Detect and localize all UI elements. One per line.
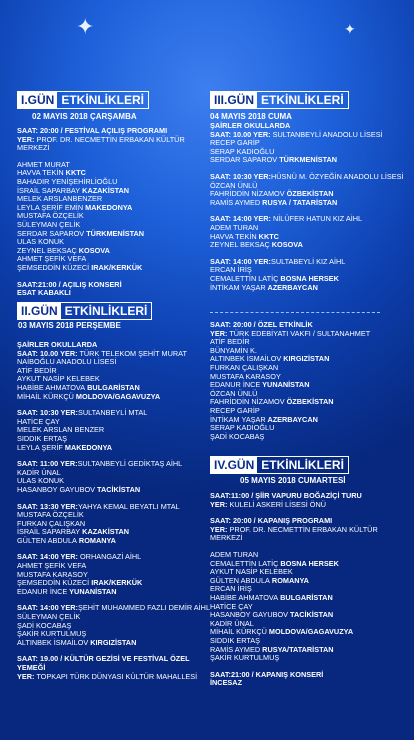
line-text: BÜNYAMİN K. xyxy=(210,345,257,355)
line-text: MERKEZİ xyxy=(17,143,50,153)
line-text: SIDDIK ERTAŞ xyxy=(17,433,68,443)
line-text: ATİF BEDİR xyxy=(17,365,57,375)
line-text: İNCESAZ xyxy=(210,678,243,688)
line-text: TOPKAPI TÜRK DÜNYASI KÜLTÜR MAHALLESİ xyxy=(34,671,198,681)
country-tag: BULGARİSTAN xyxy=(278,592,333,602)
line-text: AHMET ŞEFİK VEFA xyxy=(17,561,87,571)
country-tag: MOLDOVA/GAGAVUZYA xyxy=(73,391,161,401)
line-text: SAAT: 20:00 / ÖZEL ETKİNLİK xyxy=(210,320,313,329)
line-text: ÖZCAN ÜNLÜ xyxy=(210,180,258,190)
line-text: FAHRİDDİN NİZAMOV xyxy=(210,397,285,407)
country-tag: RUSYA/TATARİSTAN xyxy=(260,644,334,654)
country-tag: YUNANİSTAN xyxy=(67,586,117,596)
line-text: RECEP GARİP xyxy=(210,138,260,148)
line-text: LEYLA ŞERİF xyxy=(17,442,63,452)
line-label: SAAT: 11:00 YER: xyxy=(17,459,78,469)
line-label: YER: xyxy=(17,134,35,144)
line-text: HAVVA TEKİN xyxy=(210,231,257,241)
line-text: SERDAR SAPAROV xyxy=(17,228,85,238)
line-label: YER: xyxy=(210,499,228,509)
country-tag: MAKEDONYA xyxy=(83,202,133,212)
day2-header xyxy=(17,302,152,320)
country-tag: ROMANYA xyxy=(76,535,116,545)
line-text: ALTINBEK İSMAİLOV xyxy=(210,354,282,364)
line-text: ŞAİRLER OKULLARDA xyxy=(210,121,291,130)
country-tag: AZERBAYCAN xyxy=(265,282,318,292)
line-text: TÜRK EDEBİYATI VAKFI / SULTANAHMET xyxy=(227,328,371,338)
line-label: SAAT: 10.00 YER: xyxy=(17,348,78,358)
line-text: SIDDIK ERTAŞ xyxy=(210,635,261,645)
line-text: GÜLTEN ABDULA xyxy=(17,535,77,545)
line-text: SÜLEYMAN ÇELİK xyxy=(17,612,81,622)
day2-date: 03 MAYIS 2018 PERŞEMBE xyxy=(18,321,121,330)
line-text: ADEM TURAN xyxy=(210,222,259,232)
line-text: ADEM TURAN xyxy=(210,549,259,559)
star-icon: ✦ xyxy=(344,21,356,37)
day2-title-label: ETKİNLİKLERİ xyxy=(64,304,148,318)
country-tag: TACİKİSTAN xyxy=(288,610,334,620)
line-text: AHMET ŞEFİK VEFA xyxy=(17,254,87,264)
line-text: SAAT: 19.00 / KÜLTÜR GEZİSİ VE FESTİVAL ÖZEL xyxy=(17,654,190,664)
line-text: HATİCE ÇAY xyxy=(17,416,60,426)
line-label: SAAT: 14:00 YER: xyxy=(210,256,271,266)
line-text: PROF. DR. NECMETTİN ERBAKAN KÜLTÜR xyxy=(227,524,378,534)
country-tag: MAKEDONYA xyxy=(62,442,113,452)
line-text: İSRAİL SAPARBAY xyxy=(17,185,81,195)
country-tag: TÜRKMENİSTAN xyxy=(277,155,338,165)
line-text: ŞEMSEDDİN KÜZECİ xyxy=(17,578,90,588)
day2-title-number: II.GÜN xyxy=(18,303,61,319)
line-text: ULAS KONUK xyxy=(17,476,65,486)
day1-title-label: ETKİNLİKLERİ xyxy=(61,93,145,107)
line-text: ŞAİRLER OKULLARDA xyxy=(17,340,98,349)
program-line xyxy=(17,673,212,682)
day2-program xyxy=(17,341,212,681)
program-line xyxy=(210,433,410,442)
line-text: ÖZCAN ÜNLÜ xyxy=(210,388,258,398)
country-tag: KKTC xyxy=(63,168,86,178)
program-line xyxy=(210,501,410,510)
line-text: BAHADIR YENİŞEHİRLİOĞLU xyxy=(17,176,118,186)
day4-date: 05 MAYIS 2018 CUMARTESİ xyxy=(240,476,346,485)
line-text: ŞAKİR KURTULMUŞ xyxy=(210,653,280,663)
line-text: SULTABEYLİ KIZ AİHL xyxy=(270,256,346,266)
line-text: SÜLEYMAN ÇELİK xyxy=(17,219,81,229)
line-text: HABİBE AHMATOVA xyxy=(210,592,279,602)
line-label: SAAT: 10:30 YER: xyxy=(17,408,78,418)
day3-header xyxy=(210,91,349,109)
program-line xyxy=(17,393,212,402)
day1-program xyxy=(17,127,207,298)
line-text: HÜSNÜ M. ÖZYEĞİN ANADOLU LİSESİ xyxy=(270,171,404,181)
line-text: SERAP KADIOĞLU xyxy=(210,146,275,156)
line-text: FAHRİDDİN NİZAMOV xyxy=(210,189,285,199)
line-text: RAMİS AYMED xyxy=(210,197,261,207)
line-text: SULTANBEYLİ MTAL xyxy=(77,408,148,418)
day4-header xyxy=(210,456,349,474)
line-text: TÜRK TELEKOM ŞEHİT MURAT xyxy=(77,348,187,358)
line-text: MİHAİL KÜRKÇÜ xyxy=(210,627,267,637)
line-text: MELEK ARSLANBENZER xyxy=(17,194,103,204)
country-tag: BULGARİSTAN xyxy=(85,382,140,392)
line-text: RAMİS AYMED xyxy=(210,644,261,654)
day1-title-number: I.GÜN xyxy=(18,92,57,108)
line-text: ŞEHİT MUHAMMED FAZLI DEMİR AİHL xyxy=(77,603,211,613)
line-label: SAAT: 10:30 YER: xyxy=(210,171,271,181)
line-text: SAAT: 20:00 / FESTİVAL AÇILIŞ PROGRAMI xyxy=(17,126,168,135)
line-text: GÜLTEN ABDULA xyxy=(210,575,270,585)
line-text: HAVVA TEKİN xyxy=(17,168,64,178)
line-text: ZEYNEL BEKSAÇ xyxy=(17,245,77,255)
country-tag: AZERBAYCAN xyxy=(265,414,318,424)
day3-date: 04 MAYIS 2018 CUMA xyxy=(210,112,292,121)
line-text: LEYLA ŞERİF EMİN xyxy=(17,202,84,212)
country-tag: BOSNA HERSEK xyxy=(278,558,339,568)
country-tag: YUNANİSTAN xyxy=(260,380,310,390)
line-text: HASANBOY GAYUBOV xyxy=(210,610,288,620)
country-tag: KAZAKİSTAN xyxy=(80,527,130,537)
line-text: FURKAN ÇALIŞKAN xyxy=(17,518,86,528)
day3-title-number: III.GÜN xyxy=(211,92,257,108)
country-tag: BOSNA HERSEK xyxy=(278,273,339,283)
line-text: SAAT: 20:00 / KAPANIŞ PROGRAMI xyxy=(210,516,333,526)
line-text: ESAT KABAKLI xyxy=(17,288,71,298)
line-text: ORHANGAZİ AİHL xyxy=(77,552,142,562)
country-tag: KKTC xyxy=(256,231,279,241)
program-line xyxy=(210,284,410,293)
line-text: ALTINBEK İSMAİLOV xyxy=(17,637,89,647)
line-label: YER: xyxy=(210,328,228,338)
country-tag: ROMANYA xyxy=(269,575,309,585)
program-line xyxy=(210,199,410,208)
line-text: SAAT:21:00 / KAPANIŞ KONSERİ xyxy=(210,669,324,679)
country-tag: IRAK/KERKÜK xyxy=(89,262,143,272)
program-line xyxy=(210,679,410,688)
country-tag: TÜRKMENİSTAN xyxy=(84,228,145,238)
section-divider xyxy=(210,312,380,313)
country-tag: IRAK/KERKÜK xyxy=(89,578,143,588)
line-text: HATİCE ÇAY xyxy=(210,601,253,611)
line-label: SAAT: 14:00 YER: xyxy=(17,552,78,562)
line-text: SULTANBEYLİ GEDİKTAŞ AİHL xyxy=(77,459,183,469)
country-tag: ÖZBEKİSTAN xyxy=(284,397,334,407)
line-label: YER: xyxy=(210,524,228,534)
line-text: NİLÜFER HATUN KIZ AİHL xyxy=(270,214,363,224)
line-text: RECEP GARİP xyxy=(210,405,260,415)
day4-program xyxy=(210,492,410,688)
line-text: MERKEZİ xyxy=(210,533,243,543)
line-text: İSRAİL SAPARBAY xyxy=(17,527,81,537)
line-text: SULTANBEYLİ ANADOLU LİSESİ xyxy=(270,129,383,139)
line-text: KULELİ ASKERİ LİSESİ ÖNÜ xyxy=(227,499,326,509)
line-text: MUSTAFA KARASOY xyxy=(210,371,281,381)
country-tag: RUSYA / TATARİSTAN xyxy=(260,197,338,207)
line-label: SAAT: 13:30 YER: xyxy=(17,501,78,511)
line-text: AHMET MURAT xyxy=(17,159,70,169)
day3-title-label: ETKİNLİKLERİ xyxy=(261,93,344,107)
program-line xyxy=(17,655,212,664)
line-text: MUSTAFA ÖZÇELİK xyxy=(17,211,84,221)
line-text: İNTİKAM YAŞAR xyxy=(210,282,266,292)
country-tag: KIRGIZİSTAN xyxy=(281,354,330,364)
line-text: NAİBOĞLU ANADOLU LİSESİ xyxy=(17,357,117,367)
line-text: HABİBE AHMATOVA xyxy=(17,382,86,392)
line-text: ERCAN İRİŞ xyxy=(210,584,252,594)
line-text: KADİR ÜNAL xyxy=(17,467,61,477)
program-line xyxy=(17,639,212,648)
country-tag: KOSOVA xyxy=(269,240,303,250)
line-text: ERCAN İRİŞ xyxy=(210,265,252,275)
line-label: SAAT: 14:00 YER: xyxy=(17,603,78,613)
line-text: YAHYA KEMAL BEYATLI MTAL xyxy=(77,501,180,511)
day4-title-label: ETKİNLİKLERİ xyxy=(261,458,344,472)
line-text: KADİR ÜNAL xyxy=(210,618,254,628)
line-text: FURKAN ÇALIŞKAN xyxy=(210,362,279,372)
line-text: YEMEĞİ xyxy=(17,663,46,672)
line-text: SERDAR SAPAROV xyxy=(210,155,278,165)
day1-date: 02 MAYIS 2018 ÇARŞAMBA xyxy=(32,112,137,121)
line-label: YER: xyxy=(17,671,35,681)
line-text: MELEK ARSLAN BENZER xyxy=(17,425,105,435)
day4-title-number: IV.GÜN xyxy=(211,457,257,473)
line-text: SERAP KADIOĞLU xyxy=(210,423,275,433)
day3-program xyxy=(210,122,410,292)
star-icon: ✦ xyxy=(76,14,95,39)
program-line xyxy=(17,144,207,153)
program-line xyxy=(17,588,212,597)
line-text: MİHAİL KÜRKÇÜ xyxy=(17,391,74,401)
country-tag: MOLDOVA/GAGAVUZYA xyxy=(266,627,354,637)
program-line xyxy=(210,241,410,250)
line-label: SAAT: 14:00 YER: xyxy=(210,214,271,224)
country-tag: TACİKİSTAN xyxy=(95,484,141,494)
line-text: PROF. DR. NECMETTİN ERBAKAN KÜLTÜR xyxy=(34,134,185,144)
day3-evening-program xyxy=(210,321,410,441)
line-text: ŞADİ KOCABAŞ xyxy=(17,620,72,630)
line-text: ZEYNEL BEKSAÇ xyxy=(210,240,270,250)
line-text: CEMALETTİN LATİÇ xyxy=(210,273,279,283)
line-text: SAAT:11:00 / ŞİİR VAPURU BOĞAZİÇİ TURU xyxy=(210,491,362,500)
line-text: AYKUT NASİP KELEBEK xyxy=(210,567,293,577)
line-text: MUSTAFA ÖZÇELİK xyxy=(17,510,84,520)
line-text: ŞADİ KOCABAŞ xyxy=(210,431,265,441)
line-text: MUSTAFA KARASOY xyxy=(17,569,88,579)
program-line xyxy=(210,156,410,165)
program-line xyxy=(17,289,207,298)
line-text: HASANBOY GAYUBOV xyxy=(17,484,95,494)
line-text: ŞEMSEDDİN KÜZECİ xyxy=(17,262,90,272)
program-line xyxy=(17,537,212,546)
program-line xyxy=(210,654,410,663)
day1-header xyxy=(17,91,149,109)
country-tag: ÖZBEKİSTAN xyxy=(284,189,334,199)
country-tag: KIRGIZİSTAN xyxy=(88,637,137,647)
line-text: ŞAKİR KURTULMUŞ xyxy=(17,629,87,639)
line-text: EDANUR İNCE xyxy=(210,380,261,390)
line-text: İNTİKAM YAŞAR xyxy=(210,414,266,424)
program-line xyxy=(17,486,212,495)
line-text: SAAT:21:00 / AÇILIŞ KONSERİ xyxy=(17,279,122,289)
line-label: SAAT: 10.00 YER: xyxy=(210,129,271,139)
program-line xyxy=(210,534,410,543)
program-line xyxy=(17,264,207,273)
program-line xyxy=(17,444,212,453)
line-text: ATİF BEDİR xyxy=(210,337,250,347)
country-tag: KAZAKİSTAN xyxy=(80,185,130,195)
line-text: EDANUR İNCE xyxy=(17,586,68,596)
country-tag: KOSOVA xyxy=(76,245,110,255)
line-text: ULAS KONUK xyxy=(17,237,65,247)
line-text: AYKUT NASİP KELEBEK xyxy=(17,374,100,384)
line-text: CEMALETTİN LATİÇ xyxy=(210,558,279,568)
